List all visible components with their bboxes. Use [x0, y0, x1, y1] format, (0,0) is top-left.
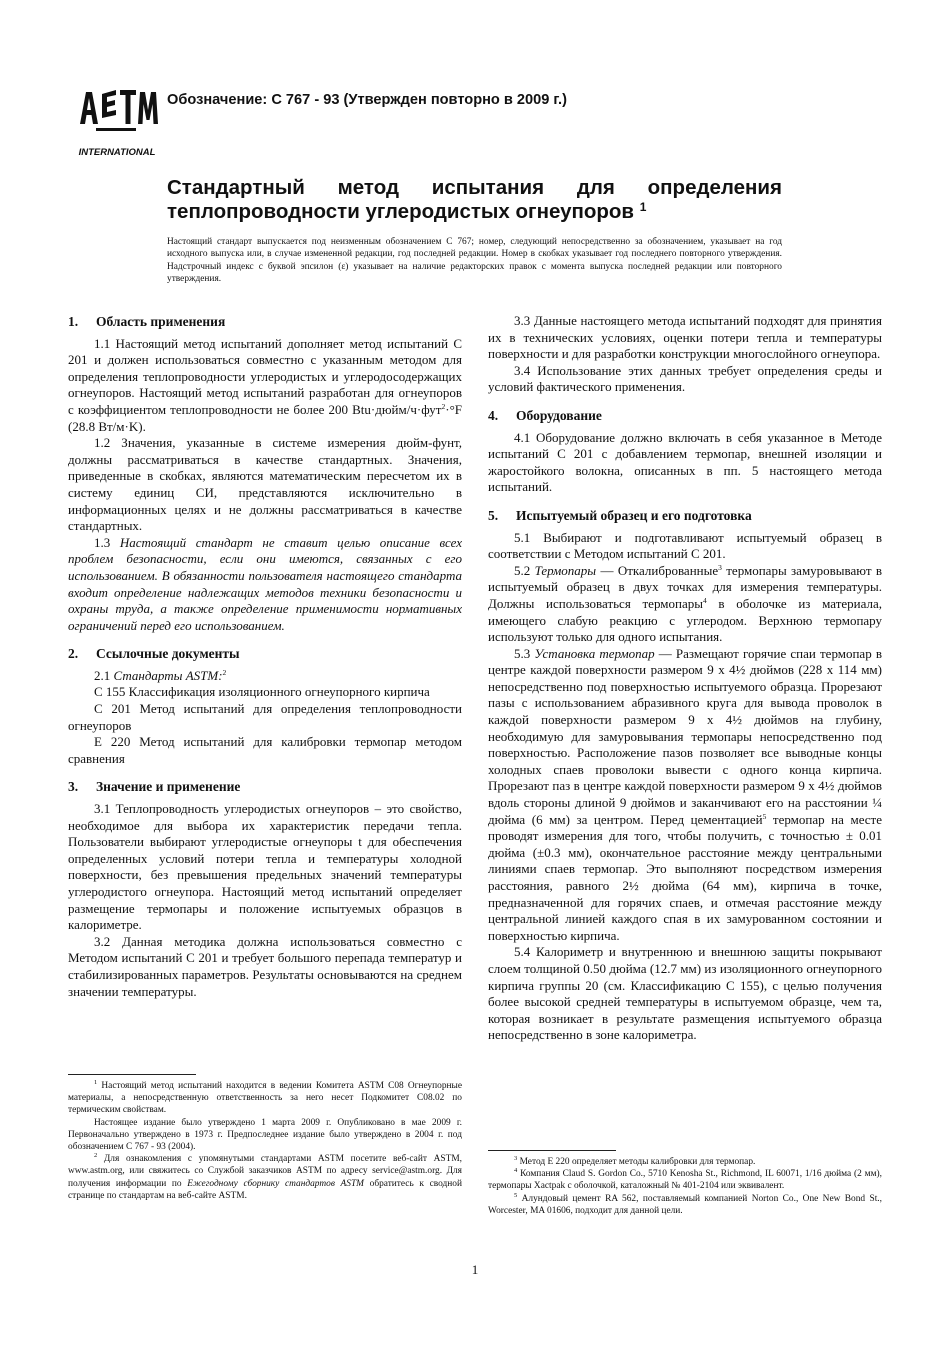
p-text-italic: Настоящий стандарт не ставит целью описание всех проблем безопасности, если они имеются, связанных с его использованием. В обязанности пользователя настоящего стандарта входит определение надлежащих методов техники безопасности и охраны труда, а также определение применимости нормативных ограничений перед его использованием. — [68, 534, 462, 633]
p-text: — Размещают горячие спаи термопар в центре каждой поверхности размером 9 x 4½ дюймов (228 x 114 мм) непосредственно под поверхностью испытуемого образца. Прорезают пазы с использованием абразивного круга для вывода проволок в каждой поверхности размером 9 x 4½ дюймов на глубину, необходимую для замуровывания термопары непосредственно под поверхностью. Расположение пазов позволяет все выводные концы холодных спаев проволоки вывести с одного конца кирпича. Прорезают паз в центре каждой поверхности размером 9 x 4½ дюймов вдоль стороны длиной 9 дюймов и заканчивают его на расстоянии ¼ дюйма (6 мм) за центром. Перед цементацией — [488, 645, 882, 827]
p-term-italic: Установка термопар — [534, 645, 655, 661]
footnote-mark: 5 — [514, 1191, 518, 1199]
reference-c201: C 201 Метод испытаний для определения теплопроводности огнеупоров — [68, 701, 462, 733]
paragraph-3-2: 3.2 Данная методика должна использоваться совместно с Методом испытаний С 201 и требует большого перепада температур и стабилизированных параметров. Результаты основываются на среднем значении температуры. — [68, 933, 462, 999]
standard-notice: Настоящий стандарт выпускается под неизменным обозначением С 767; номер, следующий непосредственно за обозначением, указывает на год исходного выпуска или, в случае измененной редакции, год последней редакции. Номер в скобках указывает год последнего повторного утверждения. Надстрочный индекс с буквой эпсилон (ε) указывает на наличие редакторских правок с момента выпуска последней редакции или повторного утверждения. — [167, 237, 782, 285]
footnote-text: Метод E 220 определяет методы калибровки для термопар. — [517, 1157, 756, 1167]
footnote-4 — [488, 1168, 882, 1192]
p-text: ·°F (28.8 Вт/м·K). — [68, 401, 462, 434]
paragraph-3-1: 3.1 Теплопроводность углеродистых огнеупоров – это свойство, необходимое для выбора их характеристик передачи тепла. Пользователи выбирают углеродистые огнеупоры t для обеспечения определенных условий потери тепла и температуры холодной поверхности, без превышения предельных значений температуры углеродистого огнеупора. Настоящий метод испытаний определяет размещение термопары и положение испытуемых образцов в калориметре. — [68, 801, 462, 933]
superscript: 2 — [222, 667, 227, 677]
footnote-mark: 3 — [514, 1155, 518, 1162]
section-1-heading — [68, 314, 462, 331]
p-term-italic: Термопары — [534, 562, 597, 578]
section-number: 4. — [488, 407, 499, 423]
reference-c155: C 155 Классификация изоляционного огнеупорного кирпича — [94, 684, 430, 700]
footnote-1 — [68, 1080, 462, 1117]
p-text: — Откалиброванные — [596, 562, 719, 578]
superscript: 2 — [441, 401, 446, 411]
paragraph-3-3: 3.3 Данные настоящего метода испытаний подходят для принятия их в технических условиях, оценки потери тепла и температуры поверхности и для разработки конструкции многослойного огнеупора. — [488, 313, 882, 362]
section-3-heading — [68, 779, 462, 796]
section-number: 5. — [488, 507, 499, 523]
p-number: 2.1 — [94, 667, 111, 683]
paragraph-1-1 — [68, 336, 462, 436]
p-number: 5.3 — [514, 645, 531, 661]
footnote-text: обратитесь к сводной странице по стандартам на веб-сайте ASTM. — [68, 1178, 463, 1201]
superscript: 4 — [702, 595, 707, 605]
footnote-1-edition: Настоящее издание было утверждено 1 марта 2009 г. Опубликовано в мае 2009 г. Первоначально утверждено в 1973 г. Предпоследнее издание было утверждено в 2004 г. под обозначением C 767 - 93 (2004). — [68, 1117, 462, 1153]
paragraph-3-4: 3.4 Использование этих данных требует определения среды и условий фактического применения. — [488, 362, 882, 395]
paragraph-5-1: 5.1 Выбирают и подготавливают испытуемый образец в соответствии с Методом испытаний С 201. — [488, 529, 882, 562]
right-column — [488, 313, 882, 1044]
footnote-text: Алундовый цемент RA 562, поставляемый компанией Norton Co., One New Bond St., Worcester, MA 01606, подходит для данной цели. — [488, 1193, 882, 1216]
p-text-italic: Стандарты ASTM: — [113, 667, 223, 683]
footnote-mark: 1 — [94, 1079, 98, 1086]
section-title: Оборудование — [516, 407, 602, 423]
footnote-3 — [488, 1156, 882, 1168]
page-number: 1 — [471, 1262, 479, 1277]
section-number: 2. — [68, 646, 79, 662]
footnote-rule — [488, 1150, 616, 1151]
paragraph-4-1: 4.1 Оборудование должно включать в себя указанное в Методе испытаний С 201 с добавлением термопар, внешней изоляции и жаростойкого волокна, описанных в пп. 5 настоящего метода испытаний. — [488, 429, 882, 495]
section-title: Испытуемый образец и его подготовка — [516, 507, 752, 523]
section-title: Значение и применение — [96, 779, 241, 795]
section-number: 3. — [68, 779, 79, 795]
footnote-rule — [68, 1074, 196, 1075]
footnote-mark: 2 — [94, 1152, 98, 1160]
paragraph-5-4: 5.4 Калориметр и внутреннюю и внешнюю защиты покрывают слоем толщиной 0.50 дюйма (12.7 мм) из изоляционного огнеупорного кирпича группы 20 (см. Классификацию С 155), с целью получения более высокой средней температуры в испытуемом образце, чем та, которая возникает в результате размещения испытуемого образца непосредственно в зоне калориметра. — [488, 944, 882, 1043]
section-4-heading — [488, 408, 882, 425]
footnote-2 — [68, 1153, 462, 1202]
p-number: 1.3 — [94, 534, 111, 550]
left-footnotes — [68, 1074, 462, 1202]
left-column — [68, 313, 462, 1000]
title-text: Стандартный метод испытания для определения теплопроводности углеродистых огнеупоров — [167, 176, 782, 223]
paragraph-1-3 — [68, 535, 462, 635]
superscript: 3 — [718, 562, 722, 572]
section-title: Ссылочные документы — [96, 646, 240, 662]
footnote-text: Настоящий метод испытаний находится в ведении Комитета ASTM C08 Огнеупорные материалы, а непосредственную ответственность за него несет Подкомитет C08.02 по термическим свойствам. — [68, 1081, 462, 1116]
right-footnotes — [488, 1150, 882, 1217]
title-footnote-mark: 1 — [639, 200, 647, 214]
paragraph-1-2: 1.2 Значения, указанные в системе измерения дюйм-фунт, должны рассматриваться в качестве стандартных. Значения, приведенные в скобках, являются математическим пересчетом их в систему единиц СИ, представляются исключительно в информационных целях и не должны рассматриваться в качестве стандартных. — [68, 435, 462, 534]
section-title: Область применения — [96, 314, 226, 329]
section-2-heading — [68, 646, 462, 663]
p-text: в оболочке из материала, имеющего слабую реакцию с углеродом. Верхнюю термопару используют только для одного испытания. — [488, 595, 883, 645]
astm-logo — [76, 84, 158, 158]
footnote-mark: 4 — [514, 1167, 518, 1175]
p-text: термопары замуровывают в испытуемый образец в двух точках для измерения температуры. Должны использоваться термопары — [488, 562, 883, 611]
p-number: 5.2 — [514, 562, 531, 578]
section-number: 1. — [68, 314, 79, 329]
paragraph-2-1 — [68, 668, 462, 685]
paragraph-5-3 — [488, 646, 882, 945]
superscript: 5 — [762, 811, 767, 821]
document-title — [167, 176, 782, 224]
svg-text:INTERNATIONAL: INTERNATIONAL — [78, 147, 156, 158]
footnote-text-italic: Ежегодному сборнику стандартов ASTM — [187, 1178, 364, 1189]
p-text: 1.1 Настоящий метод испытаний дополняет метод испытаний С 201 и должен использоваться совместно с указанным методом для определения теплопроводности углеродистых и углеродосодержащих огнеупоров. Настоящий метод испытаний разработан для огнеупоров с коэффициентом теплопроводности не более 200 Btu·дюйм/ч·фут — [68, 335, 462, 417]
reference-e220: E 220 Метод испытаний для калибровки термопар методом сравнения — [68, 734, 462, 766]
section-5-heading — [488, 508, 882, 525]
document-designation: Обозначение: C 767 - 93 (Утвержден повторно в 2009 г.) — [167, 92, 567, 108]
p-text: термопар на месте проводят измерения для того, чтобы получить, с точностью ± 0.01 дюйма (±0.3 мм), окончательное расстояние между центральными линиями спаев термопар. Это выполняют посредством измерения расстояния, равного 2½ дюйма (64 мм), кирпича в точке, предназначенной для горячих спаев, и отмечая расстояние между центральной линией каждого спая в их замурованном состоянии и поверхностью кирпича. — [488, 811, 883, 943]
footnote-5 — [488, 1193, 882, 1217]
footnote-text: Для ознакомления с упомянутыми стандартами ASTM посетите веб-сайт ASTM, www.astm.org, или свяжитесь со Службой заказчиков ASTM по адресу service@astm.org. Для получения информации по — [68, 1154, 462, 1189]
footnote-text: Компания Claud S. Gordon Co., 5710 Kenosha St., Richmond, IL 60071, 1/16 дюйма (2 мм), термопары Xactpak с оболочкой, каталожный № 401-2104 или эквивалент. — [488, 1169, 882, 1192]
paragraph-5-2 — [488, 563, 882, 646]
